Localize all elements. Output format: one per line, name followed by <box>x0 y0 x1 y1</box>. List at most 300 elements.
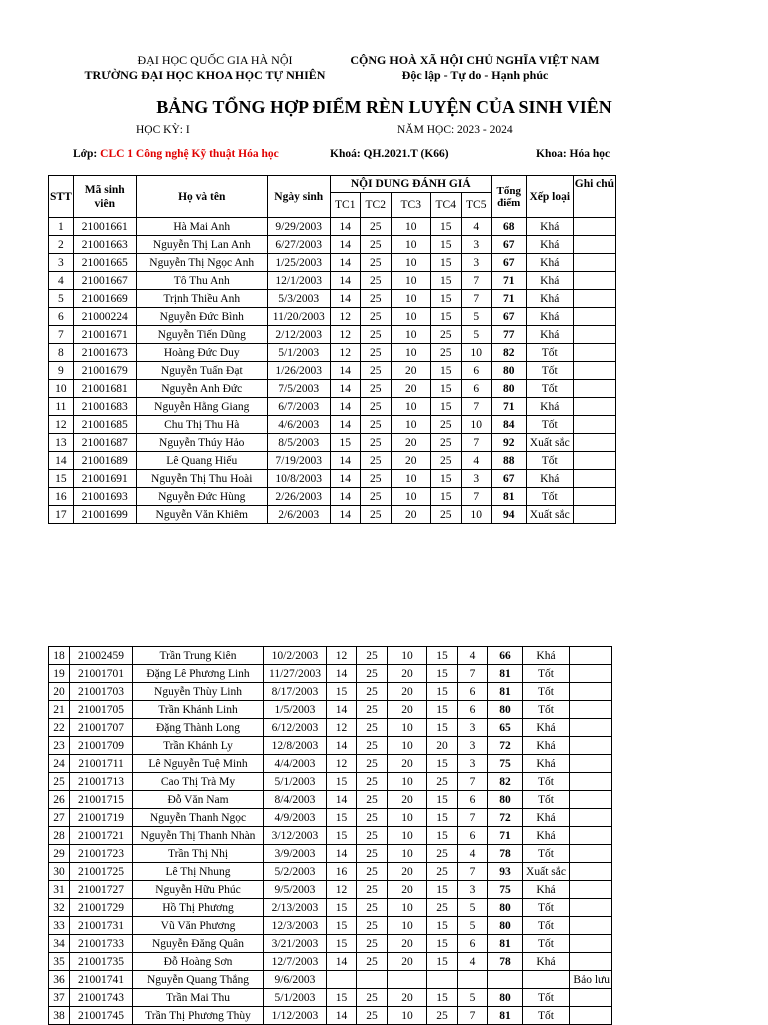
cell-stt: 28 <box>49 827 70 845</box>
cell-dob: 8/17/2003 <box>264 683 327 701</box>
cell-rank <box>523 971 570 989</box>
cell-tc4: 25 <box>427 845 458 863</box>
col-note: Ghi chú <box>573 176 615 218</box>
cell-note <box>570 737 612 755</box>
cell-total: 80 <box>491 362 526 380</box>
cell-tc4: 15 <box>427 827 458 845</box>
cell-tc1: 14 <box>330 380 360 398</box>
cell-tc3: 20 <box>391 452 430 470</box>
cell-tc5: 7 <box>458 1007 488 1025</box>
cell-rank: Xuất sắc <box>526 506 573 524</box>
col-name: Họ và tên <box>136 176 267 218</box>
cell-dob: 11/27/2003 <box>264 665 327 683</box>
cell-tc4: 15 <box>427 647 458 665</box>
cell-name: Đặng Lê Phương Linh <box>133 665 264 683</box>
cell-tc5: 7 <box>461 290 491 308</box>
cell-stt: 20 <box>49 683 70 701</box>
cell-student-id: 21001681 <box>73 380 136 398</box>
cell-total: 67 <box>491 236 526 254</box>
cell-dob: 7/19/2003 <box>267 452 330 470</box>
cell-name: Nguyễn Thùy Linh <box>133 683 264 701</box>
cell-note <box>573 344 615 362</box>
cell-tc4: 25 <box>430 506 461 524</box>
cell-tc5: 5 <box>461 326 491 344</box>
cell-stt: 31 <box>49 881 70 899</box>
cell-note <box>570 863 612 881</box>
cell-name: Nguyễn Tiến Dũng <box>136 326 267 344</box>
cell-tc2: 25 <box>360 344 391 362</box>
cell-tc4: 15 <box>427 809 458 827</box>
class-info <box>73 148 279 160</box>
cell-dob: 5/3/2003 <box>267 290 330 308</box>
cell-student-id: 21001715 <box>70 791 133 809</box>
cell-stt: 4 <box>49 272 74 290</box>
cell-name: Nguyễn Văn Khiêm <box>136 506 267 524</box>
cell-tc2: 25 <box>357 899 388 917</box>
cell-student-id: 21001741 <box>70 971 133 989</box>
cell-tc1: 12 <box>330 344 360 362</box>
cell-student-id: 21001665 <box>73 254 136 272</box>
cell-dob: 8/5/2003 <box>267 434 330 452</box>
cell-tc4: 15 <box>427 881 458 899</box>
cell-total: 71 <box>491 290 526 308</box>
cell-student-id: 21001699 <box>73 506 136 524</box>
cell-tc2: 25 <box>357 881 388 899</box>
cell-tc5: 6 <box>458 701 488 719</box>
cell-stt: 12 <box>49 416 74 434</box>
cell-tc3: 20 <box>388 665 427 683</box>
cell-dob: 9/29/2003 <box>267 218 330 236</box>
cell-tc1: 14 <box>330 290 360 308</box>
cell-student-id: 21001661 <box>73 218 136 236</box>
cell-tc1: 12 <box>330 308 360 326</box>
cell-total: 82 <box>491 344 526 362</box>
cell-tc4: 25 <box>427 773 458 791</box>
cell-note <box>573 218 615 236</box>
cell-rank: Khá <box>523 737 570 755</box>
table-row <box>49 236 616 254</box>
cell-note <box>570 989 612 1007</box>
table-row <box>49 452 616 470</box>
cell-total: 72 <box>488 737 523 755</box>
cell-tc2: 25 <box>357 863 388 881</box>
cell-tc3: 20 <box>388 989 427 1007</box>
cell-tc3: 10 <box>391 398 430 416</box>
cell-note <box>570 773 612 791</box>
cell-dob: 11/20/2003 <box>267 308 330 326</box>
cell-rank: Khá <box>523 755 570 773</box>
cell-name: Đỗ Hoàng Sơn <box>133 953 264 971</box>
cell-dob: 12/8/2003 <box>264 737 327 755</box>
page-title: BẢNG TỔNG HỢP ĐIỂM RÈN LUYỆN CỦA SINH VIÊN <box>156 97 612 117</box>
cell-student-id: 21001721 <box>70 827 133 845</box>
table-row <box>49 380 616 398</box>
cell-tc4: 15 <box>430 254 461 272</box>
cell-tc1: 12 <box>327 755 357 773</box>
cell-stt: 38 <box>49 1007 70 1025</box>
cell-total: 71 <box>491 398 526 416</box>
cell-student-id: 21001731 <box>70 917 133 935</box>
cell-tc2: 25 <box>360 434 391 452</box>
cell-tc2: 25 <box>360 380 391 398</box>
cell-total: 80 <box>488 701 523 719</box>
score-table-part-1 <box>48 175 616 524</box>
cell-tc5: 7 <box>458 863 488 881</box>
cell-rank: Xuất sắc <box>526 434 573 452</box>
cell-student-id: 21001673 <box>73 344 136 362</box>
cell-rank: Tốt <box>523 917 570 935</box>
cell-student-id: 21001709 <box>70 737 133 755</box>
table-row <box>49 989 612 1007</box>
cell-tc5: 3 <box>458 881 488 899</box>
cell-tc1: 15 <box>327 773 357 791</box>
cell-rank: Tốt <box>523 665 570 683</box>
cell-tc1: 15 <box>330 434 360 452</box>
cell-name: Trần Thị Nhị <box>133 845 264 863</box>
cell-student-id: 21001719 <box>70 809 133 827</box>
cell-tc5 <box>458 971 488 989</box>
year-label: NĂM HỌC: 2023 - 2024 <box>397 124 513 136</box>
cell-student-id: 21001687 <box>73 434 136 452</box>
cell-tc5: 3 <box>461 470 491 488</box>
table-row <box>49 218 616 236</box>
cell-tc5: 7 <box>458 665 488 683</box>
cell-dob: 10/2/2003 <box>264 647 327 665</box>
cell-tc4: 15 <box>430 290 461 308</box>
cell-note <box>573 236 615 254</box>
cell-name: Nguyễn Tuấn Đạt <box>136 362 267 380</box>
cell-tc5: 3 <box>461 254 491 272</box>
cell-name: Lê Thị Nhung <box>133 863 264 881</box>
cell-stt: 30 <box>49 863 70 881</box>
cell-student-id: 21001691 <box>73 470 136 488</box>
table-row <box>49 290 616 308</box>
cell-tc3: 10 <box>391 488 430 506</box>
cell-tc1: 12 <box>327 647 357 665</box>
table-row <box>49 398 616 416</box>
cell-stt: 13 <box>49 434 74 452</box>
cell-note <box>570 953 612 971</box>
cell-tc5: 7 <box>458 773 488 791</box>
cell-stt: 19 <box>49 665 70 683</box>
class-value: CLC 1 Công nghệ Kỹ thuật Hóa học <box>100 148 279 160</box>
cell-name: Tô Thu Anh <box>136 272 267 290</box>
cell-tc2: 25 <box>360 488 391 506</box>
cell-note <box>573 398 615 416</box>
cell-name: Trần Trung Kiên <box>133 647 264 665</box>
cell-tc2: 25 <box>357 647 388 665</box>
cell-dob: 3/12/2003 <box>264 827 327 845</box>
cell-dob: 5/2/2003 <box>264 863 327 881</box>
cell-tc5: 6 <box>458 935 488 953</box>
cell-note: Bảo lưu <box>570 971 612 989</box>
cell-total: 78 <box>488 845 523 863</box>
table-row <box>49 863 612 881</box>
cell-total: 80 <box>488 917 523 935</box>
cell-student-id: 21001683 <box>73 398 136 416</box>
cell-tc1: 12 <box>330 326 360 344</box>
cell-dob: 3/9/2003 <box>264 845 327 863</box>
cell-tc4: 15 <box>427 917 458 935</box>
table-row <box>49 809 612 827</box>
cell-tc5: 3 <box>458 755 488 773</box>
cell-student-id: 21001703 <box>70 683 133 701</box>
cell-tc1: 14 <box>330 452 360 470</box>
cell-tc1: 14 <box>327 845 357 863</box>
cell-stt: 22 <box>49 719 70 737</box>
cell-rank: Khá <box>526 398 573 416</box>
cell-total: 92 <box>491 434 526 452</box>
cell-student-id: 21001727 <box>70 881 133 899</box>
cell-rank: Tốt <box>523 683 570 701</box>
table-row <box>49 416 616 434</box>
cell-dob: 2/6/2003 <box>267 506 330 524</box>
cell-note <box>570 665 612 683</box>
cell-tc1: 14 <box>327 953 357 971</box>
cell-stt: 14 <box>49 452 74 470</box>
cell-note <box>573 434 615 452</box>
table-row <box>49 308 616 326</box>
cell-tc5: 7 <box>461 488 491 506</box>
cell-tc5: 6 <box>461 362 491 380</box>
cell-tc1: 16 <box>327 863 357 881</box>
cell-tc2: 25 <box>360 308 391 326</box>
cell-total: 75 <box>488 881 523 899</box>
cell-student-id: 21001733 <box>70 935 133 953</box>
cell-tc1: 15 <box>327 917 357 935</box>
cell-student-id: 21001693 <box>73 488 136 506</box>
cell-tc1: 15 <box>327 935 357 953</box>
table-row <box>49 272 616 290</box>
cell-name: Nguyễn Anh Đức <box>136 380 267 398</box>
cell-student-id: 21001689 <box>73 452 136 470</box>
cell-tc5: 6 <box>458 827 488 845</box>
cell-name: Hoàng Đức Duy <box>136 344 267 362</box>
cell-tc3 <box>388 971 427 989</box>
cell-tc4: 15 <box>427 683 458 701</box>
cell-tc5: 3 <box>461 236 491 254</box>
cell-stt: 27 <box>49 809 70 827</box>
cell-rank: Tốt <box>526 344 573 362</box>
cell-name: Nguyễn Đức Hùng <box>136 488 267 506</box>
cell-student-id: 21002459 <box>70 647 133 665</box>
col-tc1: TC1 <box>330 193 360 218</box>
cell-total: 81 <box>488 1007 523 1025</box>
cell-rank: Tốt <box>526 488 573 506</box>
col-tc5: TC5 <box>461 193 491 218</box>
cell-tc4: 15 <box>430 272 461 290</box>
table-row <box>49 362 616 380</box>
cell-name: Trịnh Thiều Anh <box>136 290 267 308</box>
cell-stt: 7 <box>49 326 74 344</box>
cell-tc2: 25 <box>357 809 388 827</box>
cell-total: 81 <box>491 488 526 506</box>
cell-rank: Tốt <box>523 899 570 917</box>
cell-rank: Khá <box>523 881 570 899</box>
cell-tc3: 20 <box>388 701 427 719</box>
cell-name: Hồ Thị Phương <box>133 899 264 917</box>
cell-name: Trần Thị Phương Thùy <box>133 1007 264 1025</box>
col-student-id: Mã sinh viên <box>73 176 136 218</box>
cell-tc4: 15 <box>430 380 461 398</box>
cell-total: 77 <box>491 326 526 344</box>
cell-name: Nguyễn Thị Thanh Nhàn <box>133 827 264 845</box>
cell-rank: Khá <box>523 809 570 827</box>
cell-stt: 32 <box>49 899 70 917</box>
cell-tc2: 25 <box>360 416 391 434</box>
cell-dob: 5/1/2003 <box>267 344 330 362</box>
cell-rank: Khá <box>523 719 570 737</box>
cell-note <box>570 791 612 809</box>
cell-stt: 3 <box>49 254 74 272</box>
faculty-info: Khoa: Hóa học <box>536 148 611 160</box>
cell-dob: 1/26/2003 <box>267 362 330 380</box>
cell-stt: 11 <box>49 398 74 416</box>
cell-tc2: 25 <box>357 701 388 719</box>
cell-stt: 37 <box>49 989 70 1007</box>
cell-tc2: 25 <box>357 791 388 809</box>
cell-student-id: 21001705 <box>70 701 133 719</box>
cell-tc5: 5 <box>458 917 488 935</box>
cell-name: Trần Mai Thu <box>133 989 264 1007</box>
col-rank: Xếp loại <box>526 176 573 218</box>
col-tc3: TC3 <box>391 193 430 218</box>
nation-name: CỘNG HOÀ XÃ HỘI CHỦ NGHĨA VIỆT NAM <box>350 53 600 67</box>
cell-tc4: 15 <box>430 362 461 380</box>
cell-tc3: 20 <box>388 881 427 899</box>
cell-tc3: 20 <box>391 380 430 398</box>
cell-tc5: 7 <box>458 809 488 827</box>
cell-stt: 26 <box>49 791 70 809</box>
cell-tc4: 25 <box>430 326 461 344</box>
cell-tc3: 10 <box>391 254 430 272</box>
cell-tc5: 7 <box>461 398 491 416</box>
cell-tc3: 20 <box>388 935 427 953</box>
cell-dob: 9/5/2003 <box>264 881 327 899</box>
cell-tc4: 15 <box>430 236 461 254</box>
term-label: HỌC KỲ: I <box>136 124 190 136</box>
cell-total: 65 <box>488 719 523 737</box>
cell-tc2: 25 <box>357 845 388 863</box>
col-tc2: TC2 <box>360 193 391 218</box>
cell-tc2: 25 <box>360 218 391 236</box>
cell-name: Đặng Thành Long <box>133 719 264 737</box>
cell-tc5: 5 <box>458 989 488 1007</box>
table-row <box>49 344 616 362</box>
cell-dob: 3/21/2003 <box>264 935 327 953</box>
table-row <box>49 701 612 719</box>
cell-tc4: 15 <box>427 953 458 971</box>
cell-tc4: 15 <box>430 398 461 416</box>
cell-tc2: 25 <box>357 953 388 971</box>
cell-note <box>570 719 612 737</box>
cell-stt: 15 <box>49 470 74 488</box>
cell-tc5: 4 <box>458 647 488 665</box>
cell-note <box>570 827 612 845</box>
cell-student-id: 21001729 <box>70 899 133 917</box>
cell-name: Trần Khánh Ly <box>133 737 264 755</box>
cell-tc1: 15 <box>327 809 357 827</box>
table-row <box>49 254 616 272</box>
cell-tc3: 20 <box>388 683 427 701</box>
cell-name: Nguyễn Thúy Hảo <box>136 434 267 452</box>
cell-student-id: 21001723 <box>70 845 133 863</box>
cell-stt: 36 <box>49 971 70 989</box>
cell-tc1: 14 <box>330 398 360 416</box>
cell-note <box>570 755 612 773</box>
cell-tc4 <box>427 971 458 989</box>
cell-tc5: 7 <box>461 272 491 290</box>
cell-total: 71 <box>491 272 526 290</box>
cell-stt: 23 <box>49 737 70 755</box>
cell-name: Nguyễn Thanh Ngọc <box>133 809 264 827</box>
cell-tc5: 3 <box>458 719 488 737</box>
cell-tc2: 25 <box>360 254 391 272</box>
cell-dob: 6/12/2003 <box>264 719 327 737</box>
cell-total: 88 <box>491 452 526 470</box>
cell-stt: 34 <box>49 935 70 953</box>
cell-note <box>570 701 612 719</box>
cell-tc3: 20 <box>391 506 430 524</box>
cell-rank: Khá <box>526 236 573 254</box>
cell-rank: Khá <box>526 218 573 236</box>
cell-tc5: 6 <box>458 791 488 809</box>
cell-name: Vũ Văn Phương <box>133 917 264 935</box>
cell-tc1: 14 <box>327 665 357 683</box>
cell-tc3: 10 <box>388 899 427 917</box>
cell-tc5: 10 <box>461 344 491 362</box>
cell-note <box>573 488 615 506</box>
cell-tc5: 4 <box>461 218 491 236</box>
cell-tc2: 25 <box>357 935 388 953</box>
cell-tc5: 10 <box>461 416 491 434</box>
table-row <box>49 827 612 845</box>
table-row <box>49 647 612 665</box>
cell-tc1: 14 <box>327 701 357 719</box>
cell-tc3: 20 <box>391 362 430 380</box>
cell-student-id: 21001713 <box>70 773 133 791</box>
cell-tc4: 25 <box>430 344 461 362</box>
cell-name: Chu Thị Thu Hà <box>136 416 267 434</box>
cell-total: 66 <box>488 647 523 665</box>
cell-dob: 12/3/2003 <box>264 917 327 935</box>
cell-dob: 5/1/2003 <box>264 773 327 791</box>
cell-tc3: 10 <box>391 236 430 254</box>
cell-note <box>573 416 615 434</box>
cell-dob: 4/6/2003 <box>267 416 330 434</box>
cell-tc1: 15 <box>327 899 357 917</box>
cell-note <box>573 290 615 308</box>
cell-rank: Khá <box>523 827 570 845</box>
cell-stt: 29 <box>49 845 70 863</box>
cell-tc1: 14 <box>330 254 360 272</box>
table-row <box>49 917 612 935</box>
cell-tc3: 20 <box>388 953 427 971</box>
cell-tc1: 15 <box>327 683 357 701</box>
table-row <box>49 935 612 953</box>
cell-student-id: 21001711 <box>70 755 133 773</box>
cell-name: Cao Thị Trà My <box>133 773 264 791</box>
cell-rank: Tốt <box>526 452 573 470</box>
cell-tc4: 15 <box>427 701 458 719</box>
cell-tc2: 25 <box>357 719 388 737</box>
cell-tc3: 10 <box>388 719 427 737</box>
cell-rank: Tốt <box>523 845 570 863</box>
cell-rank: Tốt <box>526 380 573 398</box>
cell-note <box>573 308 615 326</box>
cell-tc5: 6 <box>461 380 491 398</box>
cell-tc3: 10 <box>388 827 427 845</box>
